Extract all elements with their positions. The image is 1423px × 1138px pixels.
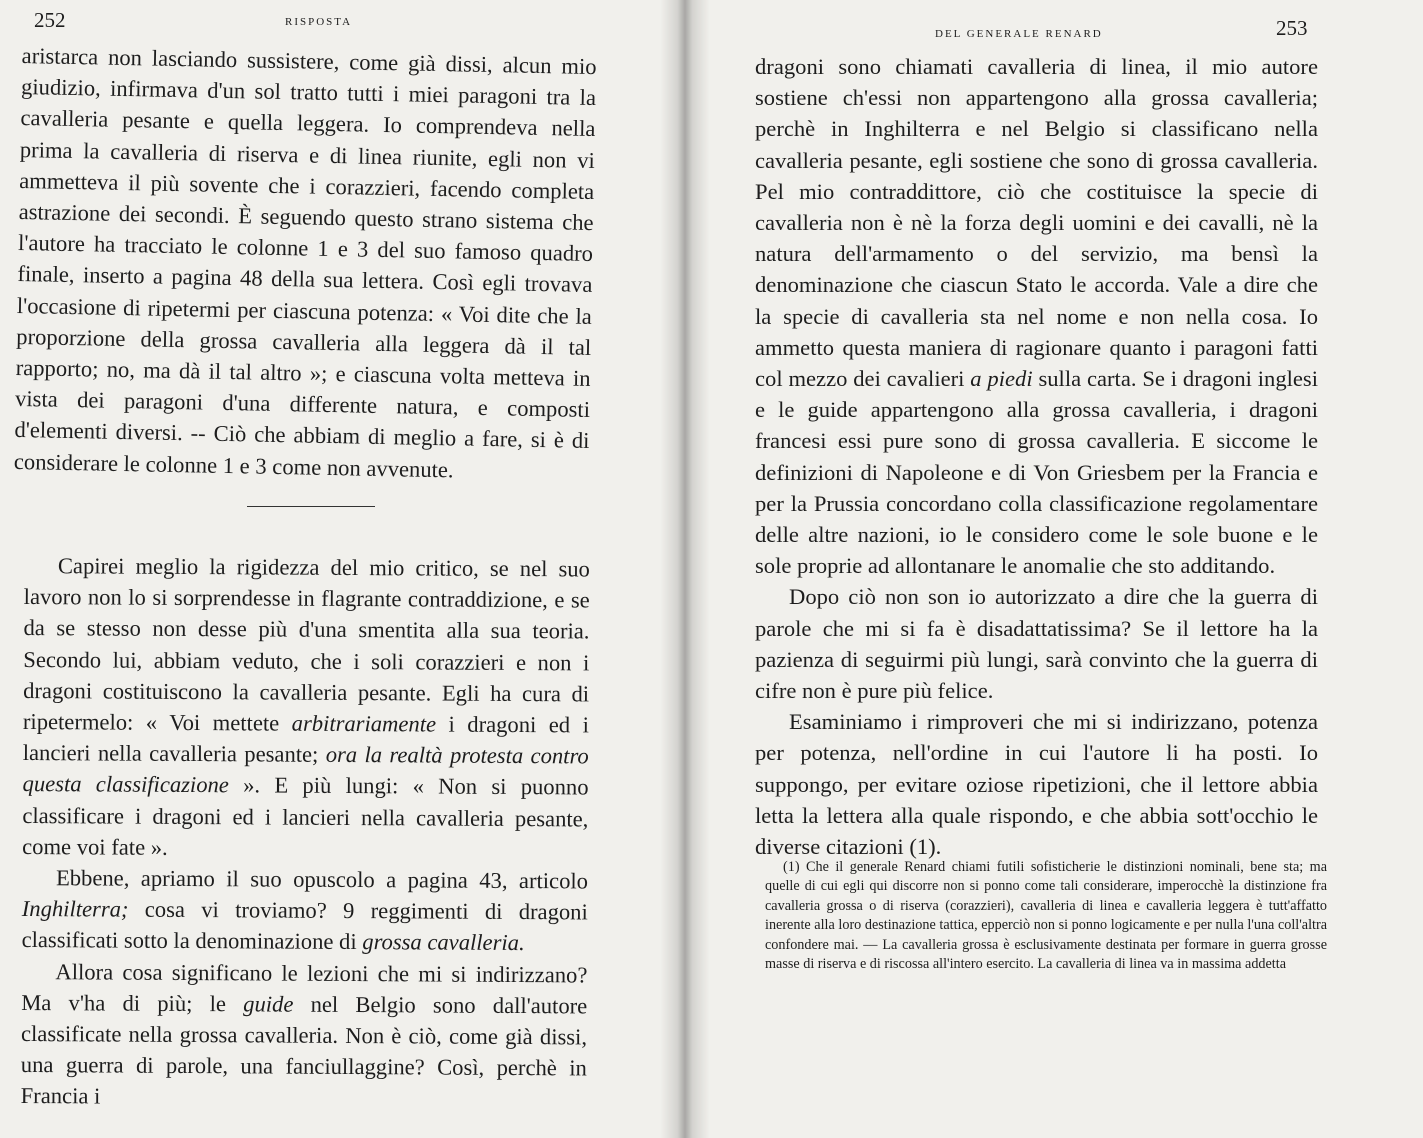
page-number-right: 253: [1276, 16, 1308, 40]
text-run: ». E più lungi: « Non si puonno classificare i dragoni ed i lancieri nella cavalleria pesante, come voi fate ».: [22, 772, 589, 860]
section-divider: [247, 506, 375, 507]
left-page: [0, 0, 685, 1138]
italic-text: ora la realtà protesta contro questa classificazione: [22, 742, 589, 798]
left-text-top: [14, 40, 597, 488]
paragraph: [22, 862, 589, 959]
text-run: Ebbene, apriamo il suo opuscolo a pagina 43, articolo: [55, 865, 589, 894]
text-run: dragoni sono chiamati cavalleria di linea, il mio autore sostiene ch'essi non appartengono alla grossa cavalleria; perchè in Inghilterra e nel Belgio si classificano nella cavalleria pesante, egli sostiene che sono di grossa cavalleria. Pel mio contraddittore, ciò che costituisce la specie di cavalleria non è nè la forza degli uomini e dei cavalli, nè la natura dell'armamento o del servizio, ma bensì la denominazione che ciascun Stato le accorda. Vale a dire che la specie di cavalleria sta nel nome e non nella cosa. Io ammetto questa maniera di ragionare quanto i paragoni fatti col mezzo dei cavalieri: [755, 54, 1318, 392]
running-head-right: DEL GENERALE RENARD: [935, 28, 1103, 40]
right-text: [755, 51, 1318, 862]
footnote: [765, 858, 1327, 974]
text-run: Esaminiamo i rimproveri che mi si indirizzano, potenza per potenza, nell'ordine in cui l'autore li ha posti. Io suppongo, per evitare oziose ripetizioni, che il lettore abbia letta la lettera alla quale rispondo, e che abbia sott'occhio le diverse citazioni (1).: [755, 709, 1318, 860]
paragraph: [755, 581, 1318, 706]
italic-text: a piedi: [970, 366, 1033, 392]
italic-text: grossa cavalleria.: [362, 929, 525, 956]
page-number-left: 252: [34, 8, 66, 32]
paragraph: aristarca non lasciando sussistere, come già dissi, alcun mio giudizio, infirmava d'un sol tratto tutti i miei paragoni tra la cavalleria pesante e quella leggera. Io comprendeva nella prima la cavalleria di riserva e di linea riunite, egli non vi ammetteva il più sovente che i corazzieri, facendo completa astrazione dei secondi. È seguendo questo strano sistema che l'autore ha tracciato le colonne 1 e 3 del suo famoso quadro finale, inserto a pagina 48 della sua lettera. Così egli trovava l'occasione di ripetermi per ciascuna potenza: « Voi dite che la proporzione della grossa cavalleria alla leggera dà il tal rapporto; no, ma dà il tal altro »; e ciascuna volta metteva in vista dei paragoni d'una differente natura, e composti d'elementi diversi. -- Ciò che abbiam di meglio a fare, si è di considerare le colonne 1 e 3 come non avvenute.: [13, 42, 597, 483]
paragraph: [21, 956, 588, 1115]
text-run: Dopo ciò non son io autorizzato a dire che la guerra di parole che mi si fa è disadattatissima? Se il lettore ha la pazienza di seguirmi più lungi, sarà convinto che la guerra di cifre non è pure più felice.: [755, 584, 1318, 704]
text-run: nel Belgio sono dall'autore classificate nella grossa cavalleria. Non è ciò, come già dissi, una guerra di parole, una fanciullaggine? Così, perchè in Francia i: [20, 991, 588, 1109]
paragraph: [755, 706, 1318, 862]
paragraph: [755, 51, 1318, 581]
text-run: sulla carta. Se i dragoni inglesi e le guide appartengono alla grossa cavalleria, i dragoni francesi essi pure sono di grossa cavalleria. E siccome le definizioni di Napoleone e di Von Griesbem per la Francia e per la Prussia concordano colla classificazione regolamentare delle altre nazioni, io le considero come le sole buone e le sole proprie ad allontanare le anomalie che sto additando.: [755, 366, 1319, 579]
text-run: i dragoni ed i lancieri nella cavalleria pesante;: [22, 711, 590, 768]
text-run: cosa vi troviamo? 9 reggimenti di dragoni classificati sotto la denominazione di: [21, 896, 588, 955]
italic-text: guide: [243, 991, 294, 1017]
italic-text: arbitrariamente: [291, 710, 437, 737]
text-run: Capirei meglio la rigidezza del mio critico, se nel suo lavoro non lo si sorprendesse in flagrante contraddizione, e se da se stesso non desse più d'una smentita alla sua teoria. Secondo lui, abbiam veduto, che i soli corazzieri e non i dragoni costituiscono la cavalleria pesante. Egli ha cura di ripetermelo: « Voi mettete: [22, 553, 590, 736]
text-run: Allora cosa significano le lezioni che mi si indirizzano? Ma v'ha di più; le: [21, 958, 588, 1017]
paragraph: [22, 550, 590, 865]
footnote-text: (1) Che il generale Renard chiami futili sofisticherie le distinzioni nominali, bene sta; ma quelle di cui egli qui discorre non si ponno come tali considerare, imperocchè la distinzione fra cavalleria grossa o di riserva (corazzieri), cavalleria di linea e cavalleria leggera è tutt'affatto inerente alla loro destinazione tattica, epperciò non si ponno logicamente e per nulla l'una coll'altra confondere mai. — La cavalleria grossa è esclusivamente destinata per formare in guerra grosse masse di riserva e di riscossa all'intero esercito. La cavalleria di linea va in massima addetta: [765, 859, 1327, 973]
italic-text: Inghilterra;: [21, 896, 129, 922]
left-text-bottom: [21, 550, 590, 1115]
running-head-left: RISPOSTA: [285, 16, 353, 28]
